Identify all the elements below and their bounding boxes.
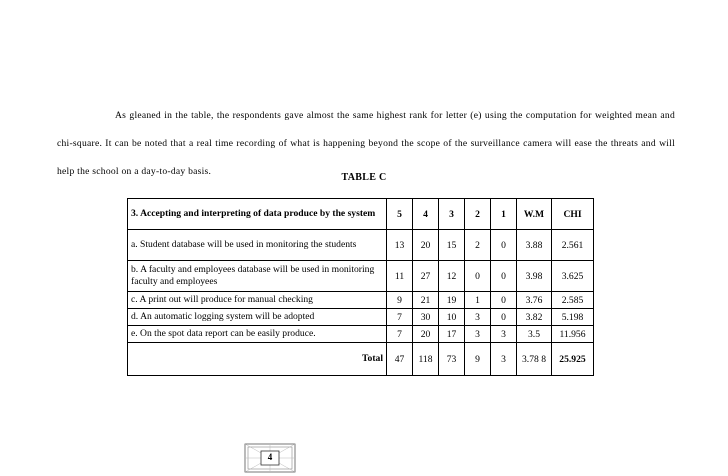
cell-3: 10 [439, 309, 465, 326]
cell-wm: 3.76 [517, 292, 552, 309]
body-paragraph: As gleaned in the table, the respondents gave almost the same highest rank for letter (e) using the computation for weighted mean and chi-square. It can be noted that a real time recording of what is happening beyond the scope of the surveillance camera will ease the threats and will help the school on a day-to-day basis. [57, 109, 675, 177]
cell-3: 17 [439, 326, 465, 343]
header-col-chi: CHI [552, 199, 594, 230]
table-row [128, 326, 594, 343]
cell-3: 15 [439, 230, 465, 261]
cell-chi: 2.561 [552, 230, 594, 261]
cell-chi: 5.198 [552, 309, 594, 326]
cell-chi: 2.585 [552, 292, 594, 309]
total-chi: 25.925 [552, 343, 594, 376]
cell-wm: 3.98 [517, 261, 552, 292]
total-1: 3 [491, 343, 517, 376]
page-number-badge [244, 443, 296, 473]
results-table [127, 198, 594, 376]
table-header-row [128, 199, 594, 230]
header-col-2: 2 [465, 199, 491, 230]
table-row [128, 309, 594, 326]
table-row [128, 292, 594, 309]
header-col-5: 5 [387, 199, 413, 230]
row-description: c. A print out will produce for manual checking [128, 292, 387, 309]
cell-4: 20 [413, 230, 439, 261]
cell-3: 19 [439, 292, 465, 309]
cell-3: 12 [439, 261, 465, 292]
cell-4: 30 [413, 309, 439, 326]
table-row [128, 261, 594, 292]
cell-chi: 11.956 [552, 326, 594, 343]
cell-2: 1 [465, 292, 491, 309]
header-col-1: 1 [491, 199, 517, 230]
cell-wm: 3.88 [517, 230, 552, 261]
cell-2: 0 [465, 261, 491, 292]
cell-wm: 3.82 [517, 309, 552, 326]
header-col-wm: W.M [517, 199, 552, 230]
cell-1: 0 [491, 309, 517, 326]
cell-4: 21 [413, 292, 439, 309]
table-row [128, 230, 594, 261]
total-4: 118 [413, 343, 439, 376]
cell-4: 27 [413, 261, 439, 292]
page-number: 4 [267, 452, 273, 462]
cell-5: 9 [387, 292, 413, 309]
total-5: 47 [387, 343, 413, 376]
cell-4: 20 [413, 326, 439, 343]
table-total-row [128, 343, 594, 376]
cell-2: 2 [465, 230, 491, 261]
cell-chi: 3.625 [552, 261, 594, 292]
cell-5: 7 [387, 309, 413, 326]
total-wm: 3.78 8 [517, 343, 552, 376]
total-3: 73 [439, 343, 465, 376]
cell-5: 13 [387, 230, 413, 261]
row-description: e. On the spot data report can be easily produce. [128, 326, 387, 343]
row-description: d. An automatic logging system will be adopted [128, 309, 387, 326]
cell-1: 0 [491, 261, 517, 292]
total-2: 9 [465, 343, 491, 376]
table-title: TABLE C [341, 172, 387, 183]
cell-2: 3 [465, 309, 491, 326]
cell-1: 0 [491, 230, 517, 261]
row-description: a. Student database will be used in monitoring the students [128, 230, 387, 261]
cell-1: 0 [491, 292, 517, 309]
row-description: b. A faculty and employees database will be used in monitoring faculty and employees [128, 261, 387, 292]
cell-5: 7 [387, 326, 413, 343]
cell-1: 3 [491, 326, 517, 343]
cell-2: 3 [465, 326, 491, 343]
cell-5: 11 [387, 261, 413, 292]
header-col-3: 3 [439, 199, 465, 230]
header-col-4: 4 [413, 199, 439, 230]
header-description: 3. Accepting and interpreting of data produce by the system [128, 199, 387, 230]
cell-wm: 3.5 [517, 326, 552, 343]
total-label: Total [128, 343, 387, 376]
